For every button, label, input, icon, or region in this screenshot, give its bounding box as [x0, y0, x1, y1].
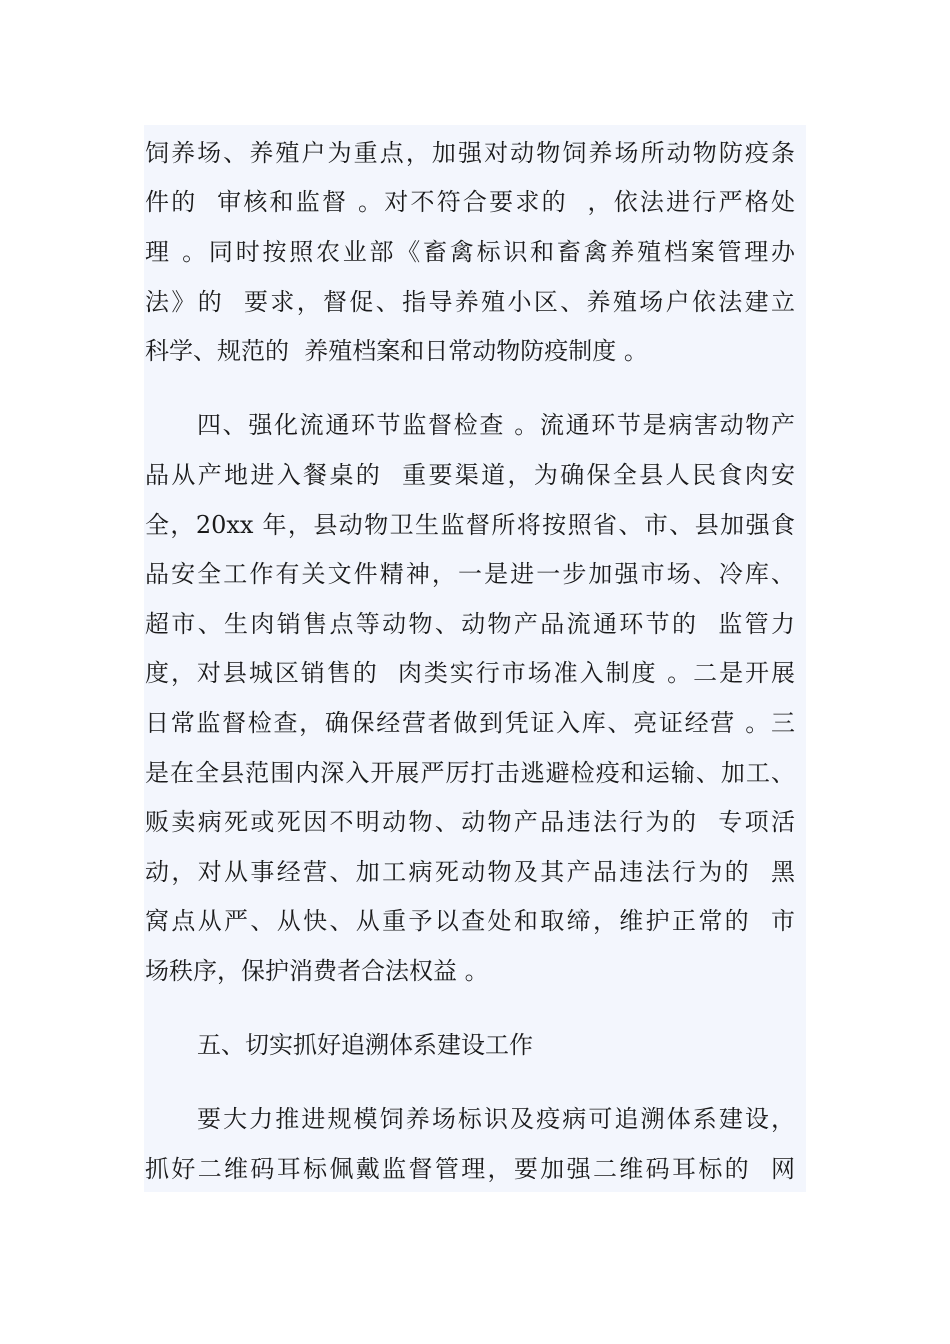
paragraph-2-line-1: 四、强化流通环节监督检查 。流通环节是病害动物产	[197, 411, 795, 439]
paragraph-1-line-1: 饲养场、养殖户为重点，加强对动物饲养场所动物防疫条	[145, 139, 795, 167]
paragraph-2-line-3: 全，20xx 年，县动物卫生监督所将按照省、市、县加强食	[145, 511, 795, 539]
section-heading-5: 五、切实抓好追溯体系建设工作	[197, 1031, 533, 1059]
paragraph-4-line-2: 抓好二维码耳标佩戴监督管理，要加强二维码耳标的 网	[145, 1155, 795, 1183]
paragraph-2-line-8: 是在全县范围内深入开展严厉打击逃避检疫和运输、加工、	[145, 759, 795, 787]
paragraph-2-line-5: 超市、生肉销售点等动物、动物产品流通环节的 监管力	[145, 610, 795, 638]
paragraph-1-line-5: 科学、规范的 养殖档案和日常动物防疫制度 。	[145, 337, 648, 365]
paragraph-2-line-12: 场秩序，保护消费者合法权益 。	[145, 957, 489, 985]
paragraph-2-line-4: 品安全工作有关文件精神，一是进一步加强市场、冷库、	[145, 560, 795, 588]
paragraph-4-line-1: 要大力推进规模饲养场标识及疫病可追溯体系建设，	[197, 1105, 795, 1133]
paragraph-1-line-3: 理 。同时按照农业部《畜禽标识和畜禽养殖档案管理办	[145, 238, 795, 266]
paragraph-2-line-9: 贩卖病死或死因不明动物、动物产品违法行为的 专项活	[145, 808, 795, 836]
paragraph-2-line-2: 品从产地进入餐桌的 重要渠道，为确保全县人民食肉安	[145, 461, 795, 489]
paragraph-1-line-2: 件的 审核和监督 。对不符合要求的 ，依法进行严格处	[145, 188, 795, 216]
paragraph-2-line-6: 度，对县城区销售的 肉类实行市场准入制度 。二是开展	[145, 659, 795, 687]
paragraph-1-line-4: 法》的 要求，督促、指导养殖小区、养殖场户依法建立	[145, 288, 795, 316]
paragraph-2-line-11: 窝点从严、从快、从重予以查处和取缔，维护正常的 市	[145, 907, 795, 935]
paragraph-2-line-7: 日常监督检查，确保经营者做到凭证入库、亮证经营 。三	[145, 709, 795, 737]
paragraph-2-line-10: 动，对从事经营、加工病死动物及其产品违法行为的 黑	[145, 858, 795, 886]
